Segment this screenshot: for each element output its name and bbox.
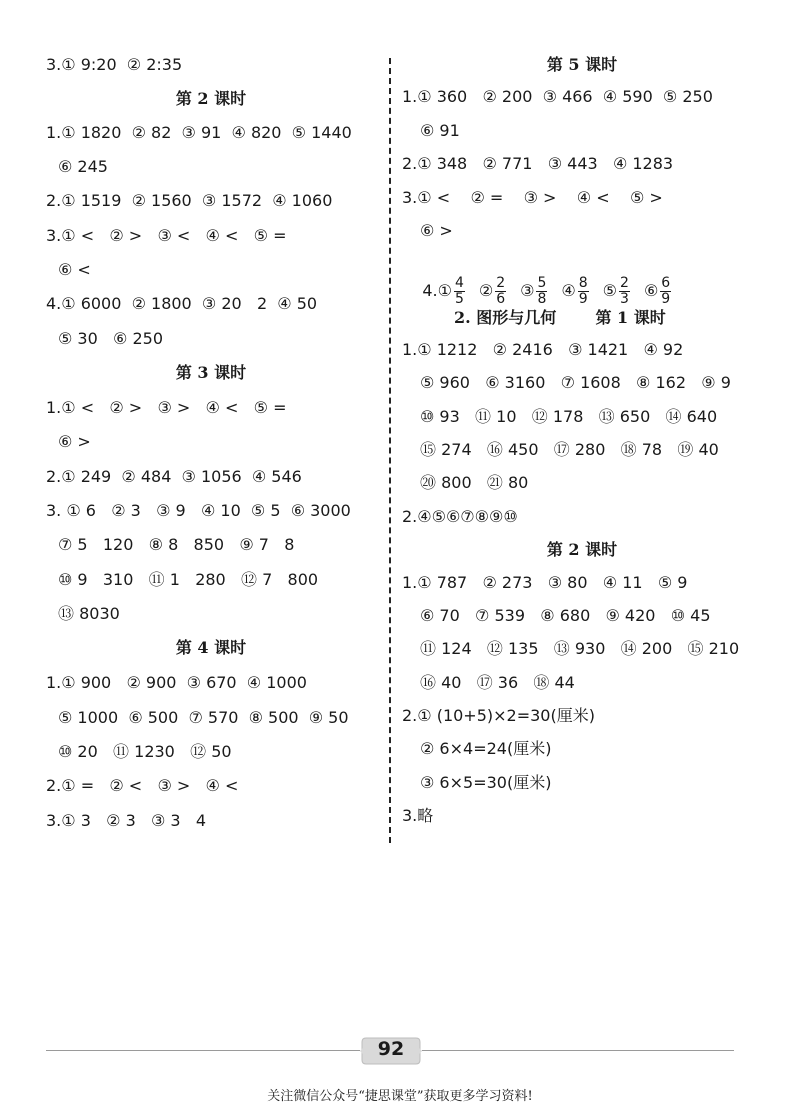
fraction-item [644, 276, 677, 307]
fraction-numerator: 2 [620, 275, 629, 291]
answer-line: 1.① 787 ② 273 ③ 80 ④ 11 ⑤ 9 [402, 573, 688, 592]
answer-line: 4.① 6000 ② 1800 ③ 20 2 ④ 50 [46, 294, 318, 313]
lesson-heading: 第 2 课时 [546, 540, 618, 559]
fraction [660, 276, 671, 307]
answer-line: 2.① 1519 ② 1560 ③ 1572 ④ 1060 [46, 191, 333, 210]
answer-line: 1.① 1212 ② 2416 ③ 1421 ④ 92 [402, 340, 684, 359]
answer-line: ⑩ 20 ⑪ 1230 ⑫ 50 [58, 742, 232, 761]
answer-line: 3.① < ② = ③ > ④ < ⑤ > [402, 188, 663, 207]
fraction-item [520, 276, 553, 307]
fraction [495, 276, 506, 307]
answer-line: 1.① 900 ② 900 ③ 670 ④ 1000 [46, 673, 307, 692]
fraction-denominator: 3 [620, 291, 629, 307]
lesson-heading: 第 5 课时 [546, 55, 618, 74]
page-number: 92 [377, 1038, 405, 1060]
lesson-heading: 第 3 课时 [175, 363, 247, 382]
answer-line: ② 6×4=24(厘米) [420, 739, 552, 758]
fraction-denominator: 9 [661, 291, 671, 307]
answer-line: ⑥ > [58, 432, 91, 451]
answer-line: 2.④⑤⑥⑦⑧⑨⑩ [402, 507, 518, 526]
fraction-denominator: 6 [496, 291, 506, 307]
footer-note: 关注微信公众号“捷思课堂”获取更多学习资料! [267, 1089, 533, 1104]
answer-line: 2.① 348 ② 771 ③ 443 ④ 1283 [402, 154, 674, 173]
fraction-numerator: 6 [661, 275, 671, 291]
answer-line: 3.略 [402, 806, 434, 825]
answer-line: ⑥ 245 [58, 157, 108, 176]
fraction-numerator: 2 [496, 275, 506, 291]
fraction [454, 276, 465, 307]
answer-line: ⑪ 124 ⑫ 135 ⑬ 930 ⑭ 200 ⑮ 210 [420, 639, 740, 658]
fraction-numerator: 5 [537, 275, 547, 291]
column-divider [389, 58, 391, 843]
fraction [619, 276, 630, 307]
footer-rule-left [46, 1050, 360, 1051]
answer-line: ⑩ 93 ⑪ 10 ⑫ 178 ⑬ 650 ⑭ 640 [420, 407, 718, 426]
answer-line: ⑥ > [420, 221, 453, 240]
fraction-numerator: 4 [454, 275, 464, 291]
answer-line: ⑦ 5 120 ⑧ 8 850 ⑨ 7 8 [58, 535, 295, 554]
answer-line: ⑩ 9 310 ⑪ 1 280 ⑫ 7 800 [58, 570, 319, 589]
lesson-heading: 第 1 课时 [595, 308, 666, 327]
lesson-heading: 第 2 课时 [175, 89, 247, 108]
answer-line: 2.① 249 ② 484 ③ 1056 ④ 546 [46, 467, 302, 486]
answer-line: ⑮ 274 ⑯ 450 ⑰ 280 ⑱ 78 ⑲ 40 [420, 440, 719, 459]
fraction-label: ⑥ [643, 281, 659, 300]
answer-line: 2.① (10+5)×2=30(厘米) [402, 706, 595, 725]
answer-line: 1.① < ② > ③ > ④ < ⑤ = [46, 398, 287, 417]
section-title: 2. 图形与几何 [454, 308, 557, 327]
section-heading [402, 307, 762, 329]
fraction [536, 276, 547, 307]
answer-line: ⑬ 8030 [58, 604, 120, 623]
answer-line: ⑥ 70 ⑦ 539 ⑧ 680 ⑨ 420 ⑩ 45 [420, 606, 711, 625]
fraction-item [479, 276, 512, 307]
answer-line: 3.① < ② > ③ < ④ < ⑤ = [46, 226, 287, 245]
answer-line: ⑤ 1000 ⑥ 500 ⑦ 570 ⑧ 500 ⑨ 50 [58, 708, 349, 727]
fraction-denominator: 8 [537, 291, 547, 307]
answer-line: 3. ① 6 ② 3 ③ 9 ④ 10 ⑤ 5 ⑥ 3000 [46, 501, 351, 520]
fraction-label: ③ [520, 281, 535, 300]
fraction-item [438, 276, 471, 307]
answer-line: ③ 6×5=30(厘米) [420, 773, 552, 792]
fraction-list [437, 275, 686, 307]
question-number: 4. [422, 281, 438, 300]
fraction-item [603, 276, 636, 307]
footer-rule-right [422, 1050, 734, 1051]
answer-line: 1.① 1820 ② 82 ③ 91 ④ 820 ⑤ 1440 [46, 123, 352, 142]
answer-line: 1.① 360 ② 200 ③ 466 ④ 590 ⑤ 250 [402, 87, 713, 106]
answer-line: ⑳ 800 ㉑ 80 [420, 473, 529, 492]
fraction-label: ② [478, 281, 494, 300]
fraction-denominator: 9 [578, 291, 588, 307]
answer-line: ⑥ 91 [420, 121, 460, 140]
fraction-denominator: 5 [454, 291, 464, 307]
answer-line: ⑤ 960 ⑥ 3160 ⑦ 1608 ⑧ 162 ⑨ 9 [420, 373, 731, 392]
answer-line: ⑯ 40 ⑰ 36 ⑱ 44 [420, 673, 575, 692]
fraction-item [561, 276, 594, 307]
fraction-label: ④ [561, 281, 576, 300]
fraction-label: ⑤ [602, 281, 618, 300]
answer-line: ⑥ < [58, 260, 91, 279]
answer-line: 2.① = ② < ③ > ④ < [46, 776, 239, 795]
fraction-numerator: 8 [578, 275, 588, 291]
fraction [578, 276, 589, 307]
lesson-heading: 第 4 课时 [175, 638, 247, 657]
answer-line: 3.① 9:20 ② 2:35 [46, 55, 183, 74]
answer-line: ⑤ 30 ⑥ 250 [58, 329, 164, 348]
answer-line: 3.① 3 ② 3 ③ 3 4 [46, 811, 207, 830]
fraction-label: ① [437, 281, 452, 300]
